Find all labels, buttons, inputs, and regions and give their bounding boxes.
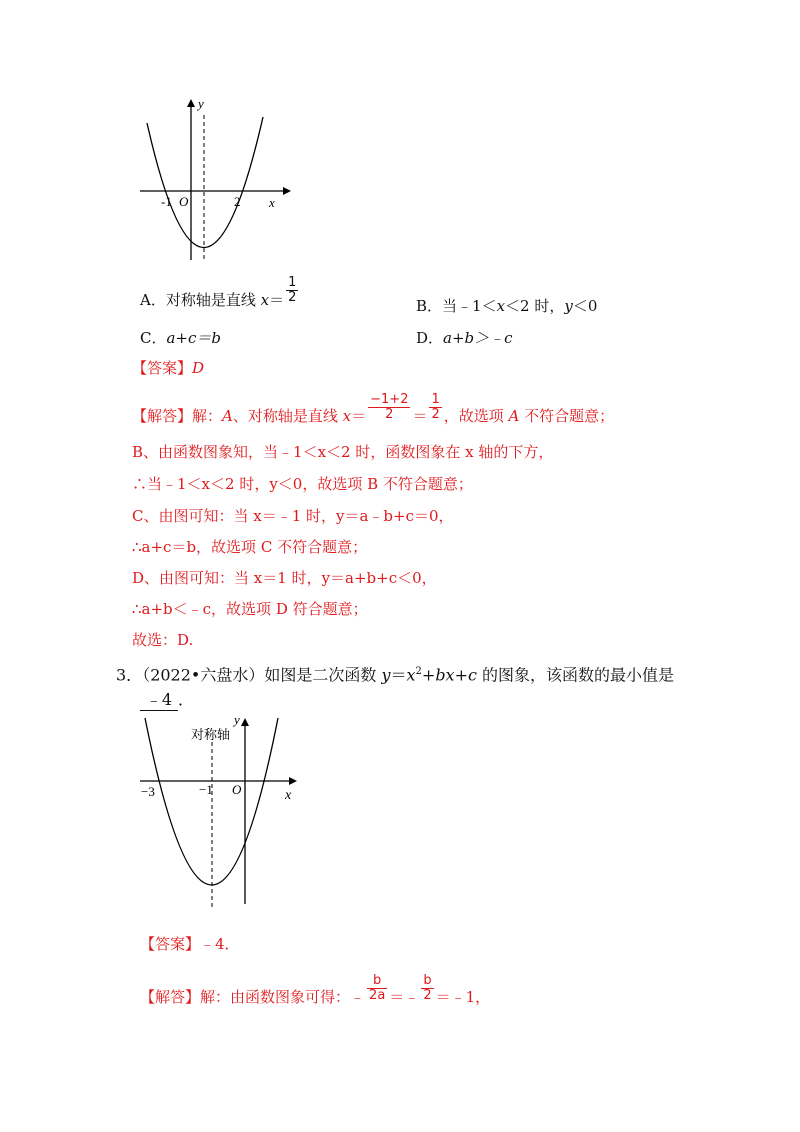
graph2-axis-label: 对称轴	[191, 727, 231, 742]
q3-blank-line: ﹣4 ．	[140, 690, 194, 711]
option-c: C．a+c＝b	[140, 329, 221, 347]
q2-solution-line-2: B、由函数图象知，当﹣1＜x＜2 时，函数图象在 x 轴的下方，	[132, 443, 554, 461]
graph2-y-label: y	[234, 712, 240, 727]
q2-answer: 【答案】D	[132, 359, 205, 377]
q2-solution-line-5: ∴a+c＝b，故选项 C 不符合题意；	[132, 538, 368, 556]
q2-solution-line-7: ∴a+b＜﹣c，故选项 D 符合题意；	[132, 600, 368, 618]
graph2-tick-neg3: −3	[141, 784, 155, 799]
fraction: $\frac{b}{2}$	[423, 972, 432, 1003]
option-b: B．当﹣1＜x＜2 时，y＜0	[416, 297, 598, 315]
q2-solution-line-6: D、由图可知：当 x＝1 时，y＝a+b+c＜0，	[132, 569, 437, 587]
graph2-origin: O	[232, 782, 242, 797]
graph1-tick-2: 2	[234, 194, 241, 209]
q3-answer: 【答案】﹣4．	[140, 935, 240, 953]
graph2-tick-neg1: −1	[199, 782, 213, 797]
graph1-x-label: x	[269, 195, 275, 210]
graph1-y-label: y	[198, 96, 204, 111]
option-a: A．对称轴是直线 x＝ $\frac{1}{2}$	[140, 274, 297, 309]
q3-solution: 【解答】解：由函数图象可得：﹣ $\frac{b}{2a}$ ＝﹣ $\frac{b}{2}$ ＝﹣1，	[140, 972, 491, 1006]
q2-solution-line-4: C、由图可知：当 x＝﹣1 时，y＝a﹣b+c＝0，	[132, 507, 454, 525]
graph1-tick-neg1: -1	[161, 194, 172, 209]
graph2-x-label: x	[285, 788, 292, 803]
q2-solution-line-8: 故选：D.	[132, 631, 194, 649]
parabola-graph-2	[135, 712, 305, 912]
parabola-graph-1	[135, 95, 295, 265]
fraction: $\frac{b}{2a}$	[369, 972, 386, 1003]
q3-stem: 3．（2022•六盘水）如图是二次函数 $y=x^2+bx+c$ 的图象，该函数的最小值是	[116, 665, 675, 685]
fraction: $\frac{-1+2}{2}$	[370, 391, 409, 422]
graph1-origin: O	[179, 194, 189, 209]
answer-blank: ﹣4	[140, 690, 178, 711]
q2-solution-line-1: 【解答】解：A、对称轴是直线 x＝ $\frac{-1+2}{2}$ ＝ $\frac{1}{2}$ ，故选项 A 不符合题意；	[132, 391, 615, 425]
q2-solution-line-3: ∴当﹣1＜x＜2 时，y＜0，故选项 B 不符合题意；	[132, 475, 473, 493]
fraction: $\frac{1}{2}$	[288, 274, 297, 305]
option-d: D．a+b＞﹣c	[416, 329, 513, 347]
fraction: $\frac{1}{2}$	[431, 391, 440, 422]
